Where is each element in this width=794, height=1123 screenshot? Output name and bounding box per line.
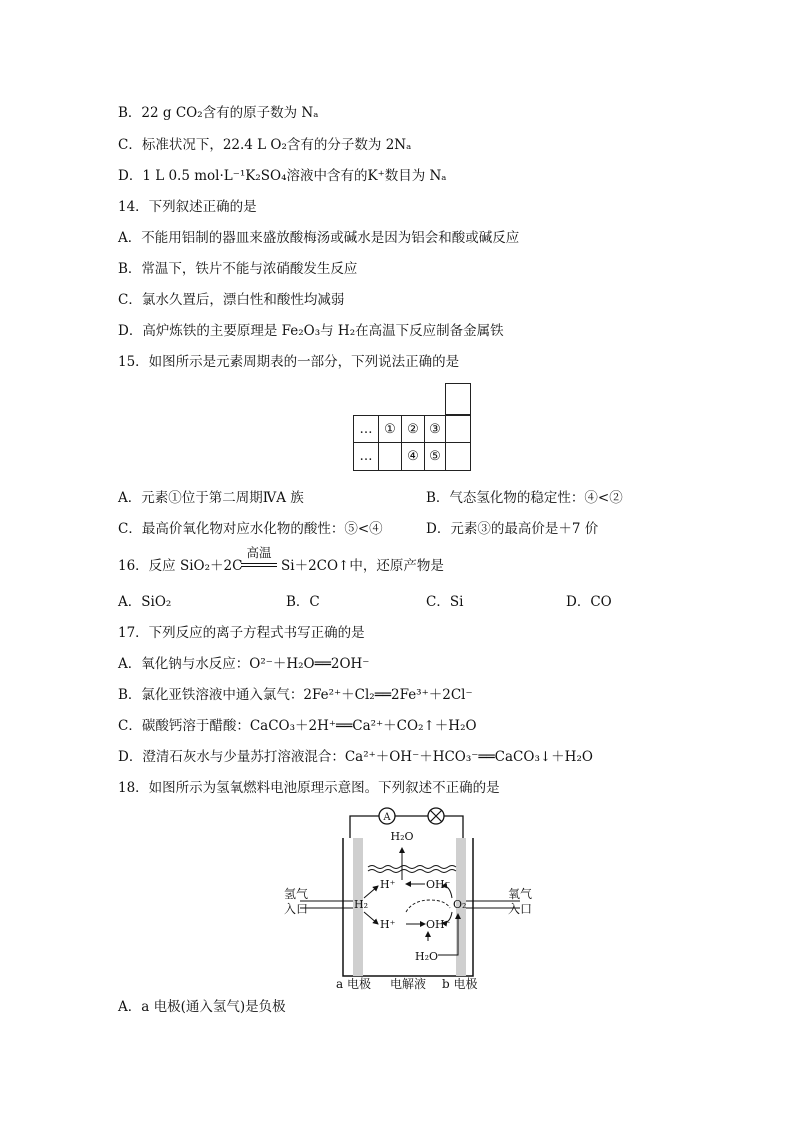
q14-option-c: C．氯水久置后，漂白性和酸性均减弱 xyxy=(118,292,345,308)
q18-stem: 18．如图所示为氢氧燃料电池原理示意图。下列叙述不正确的是 xyxy=(118,780,500,796)
q15-option-a: A．元素①位于第二周期ⅣA 族 xyxy=(118,490,304,506)
periodic-table-fragment xyxy=(353,383,471,471)
table-cell: ④ xyxy=(401,442,425,471)
q13-option-c: C．标准状况下，22.4 L O₂含有的分子数为 2Nₐ xyxy=(118,137,412,153)
hplus-lower-label: H⁺ xyxy=(380,918,396,931)
table-cell: ② xyxy=(401,415,425,443)
q14-stem: 14．下列叙述正确的是 xyxy=(118,199,257,215)
table-cell: … xyxy=(353,442,379,471)
h2-inlet-label-2: 入口 xyxy=(284,902,309,916)
table-cell: ① xyxy=(378,415,402,443)
q17-option-a: A．氧化钠与水反应：O²⁻＋H₂O══2OH⁻ xyxy=(118,656,370,672)
q15-stem: 15．如图所示是元素周期表的一部分，下列说法正确的是 xyxy=(118,354,460,370)
table-cell xyxy=(445,442,471,471)
q15-option-d: D．元素③的最高价是＋7 价 xyxy=(426,521,599,537)
fuel-cell-diagram xyxy=(280,800,550,992)
q17-stem: 17．下列反应的离子方程式书写正确的是 xyxy=(118,625,365,641)
q16-stem-prefix: 16．反应 SiO₂＋2C xyxy=(118,558,243,574)
electrode-b-label: b 电极 xyxy=(442,977,478,991)
q14-option-b: B．常温下，铁片不能与浓硝酸发生反应 xyxy=(118,261,358,277)
q18-option-a: A．a 电极(通入氢气)是负极 xyxy=(118,999,286,1015)
q16-stem-suffix: Si＋2CO↑中，还原产物是 xyxy=(281,558,444,574)
q17-option-b: B．氯化亚铁溶液中通入氯气：2Fe²⁺＋Cl₂══2Fe³⁺＋2Cl⁻ xyxy=(118,687,473,703)
o2-inlet-label-1: 氧气 xyxy=(508,887,533,901)
q15-option-b: B．气态氢化物的稳定性：④<② xyxy=(426,490,623,506)
table-cell: ⑤ xyxy=(424,442,446,471)
h2o-bottom-label: H₂O xyxy=(415,950,439,963)
q16-option-d: D．CO xyxy=(566,594,612,610)
q16-option-b: B．C xyxy=(286,594,320,610)
q13-option-b: B．22 g CO₂含有的原子数为 Nₐ xyxy=(118,105,319,121)
o2-inlet-label-2: 入口 xyxy=(508,902,533,916)
h2-label: H₂ xyxy=(354,898,369,911)
q17-option-c: C．碳酸钙溶于醋酸：CaCO₃＋2H⁺══Ca²⁺＋CO₂↑＋H₂O xyxy=(118,718,477,734)
dashed-path xyxy=(406,900,450,912)
table-cell xyxy=(445,415,471,443)
q16-equals-line-2 xyxy=(241,566,277,567)
table-cell-top xyxy=(445,383,471,415)
q15-option-c: C．最高价氧化物对应水化物的酸性：⑤<④ xyxy=(118,521,383,537)
h2o-top-label: H₂O xyxy=(390,830,414,843)
arrow-h2-down xyxy=(364,912,378,924)
h2-inlet-label-1: 氢气 xyxy=(284,887,309,901)
electrode-a-label: a 电极 xyxy=(336,977,371,991)
table-cell xyxy=(378,442,402,471)
q16-option-a: A．SiO₂ xyxy=(118,594,172,610)
ohminus-lower-label: OH⁻ xyxy=(426,918,451,931)
hplus-upper-label: H⁺ xyxy=(380,878,396,891)
q14-option-d: D．高炉炼铁的主要原理是 Fe₂O₃与 H₂在高温下反应制备金属铁 xyxy=(118,323,504,339)
o2-label: O₂ xyxy=(453,898,467,911)
ammeter-label: A xyxy=(383,812,391,823)
table-cell: … xyxy=(353,415,379,443)
table-cell: ③ xyxy=(424,415,446,443)
q16-equals-line-1 xyxy=(241,563,277,564)
q13-option-d: D．1 L 0.5 mol·L⁻¹K₂SO₄溶液中含有的K⁺数目为 Nₐ xyxy=(118,168,447,184)
ohminus-upper-label: OH⁻ xyxy=(426,878,451,891)
liquid-surface xyxy=(368,866,456,869)
q16-option-c: C．Si xyxy=(426,594,464,610)
arrow-h2-up xyxy=(364,886,378,898)
q17-option-d: D．澄清石灰水与少量苏打溶液混合：Ca²⁺＋OH⁻＋HCO₃⁻══CaCO₃↓＋H₂O xyxy=(118,749,593,765)
q16-condition: 高温 xyxy=(246,545,272,560)
liquid-surface-2 xyxy=(368,870,456,873)
q14-option-a: A．不能用铝制的器皿来盛放酸梅汤或碱水是因为铝会和酸或碱反应 xyxy=(118,230,520,246)
electrolyte-label: 电解液 xyxy=(390,977,427,991)
